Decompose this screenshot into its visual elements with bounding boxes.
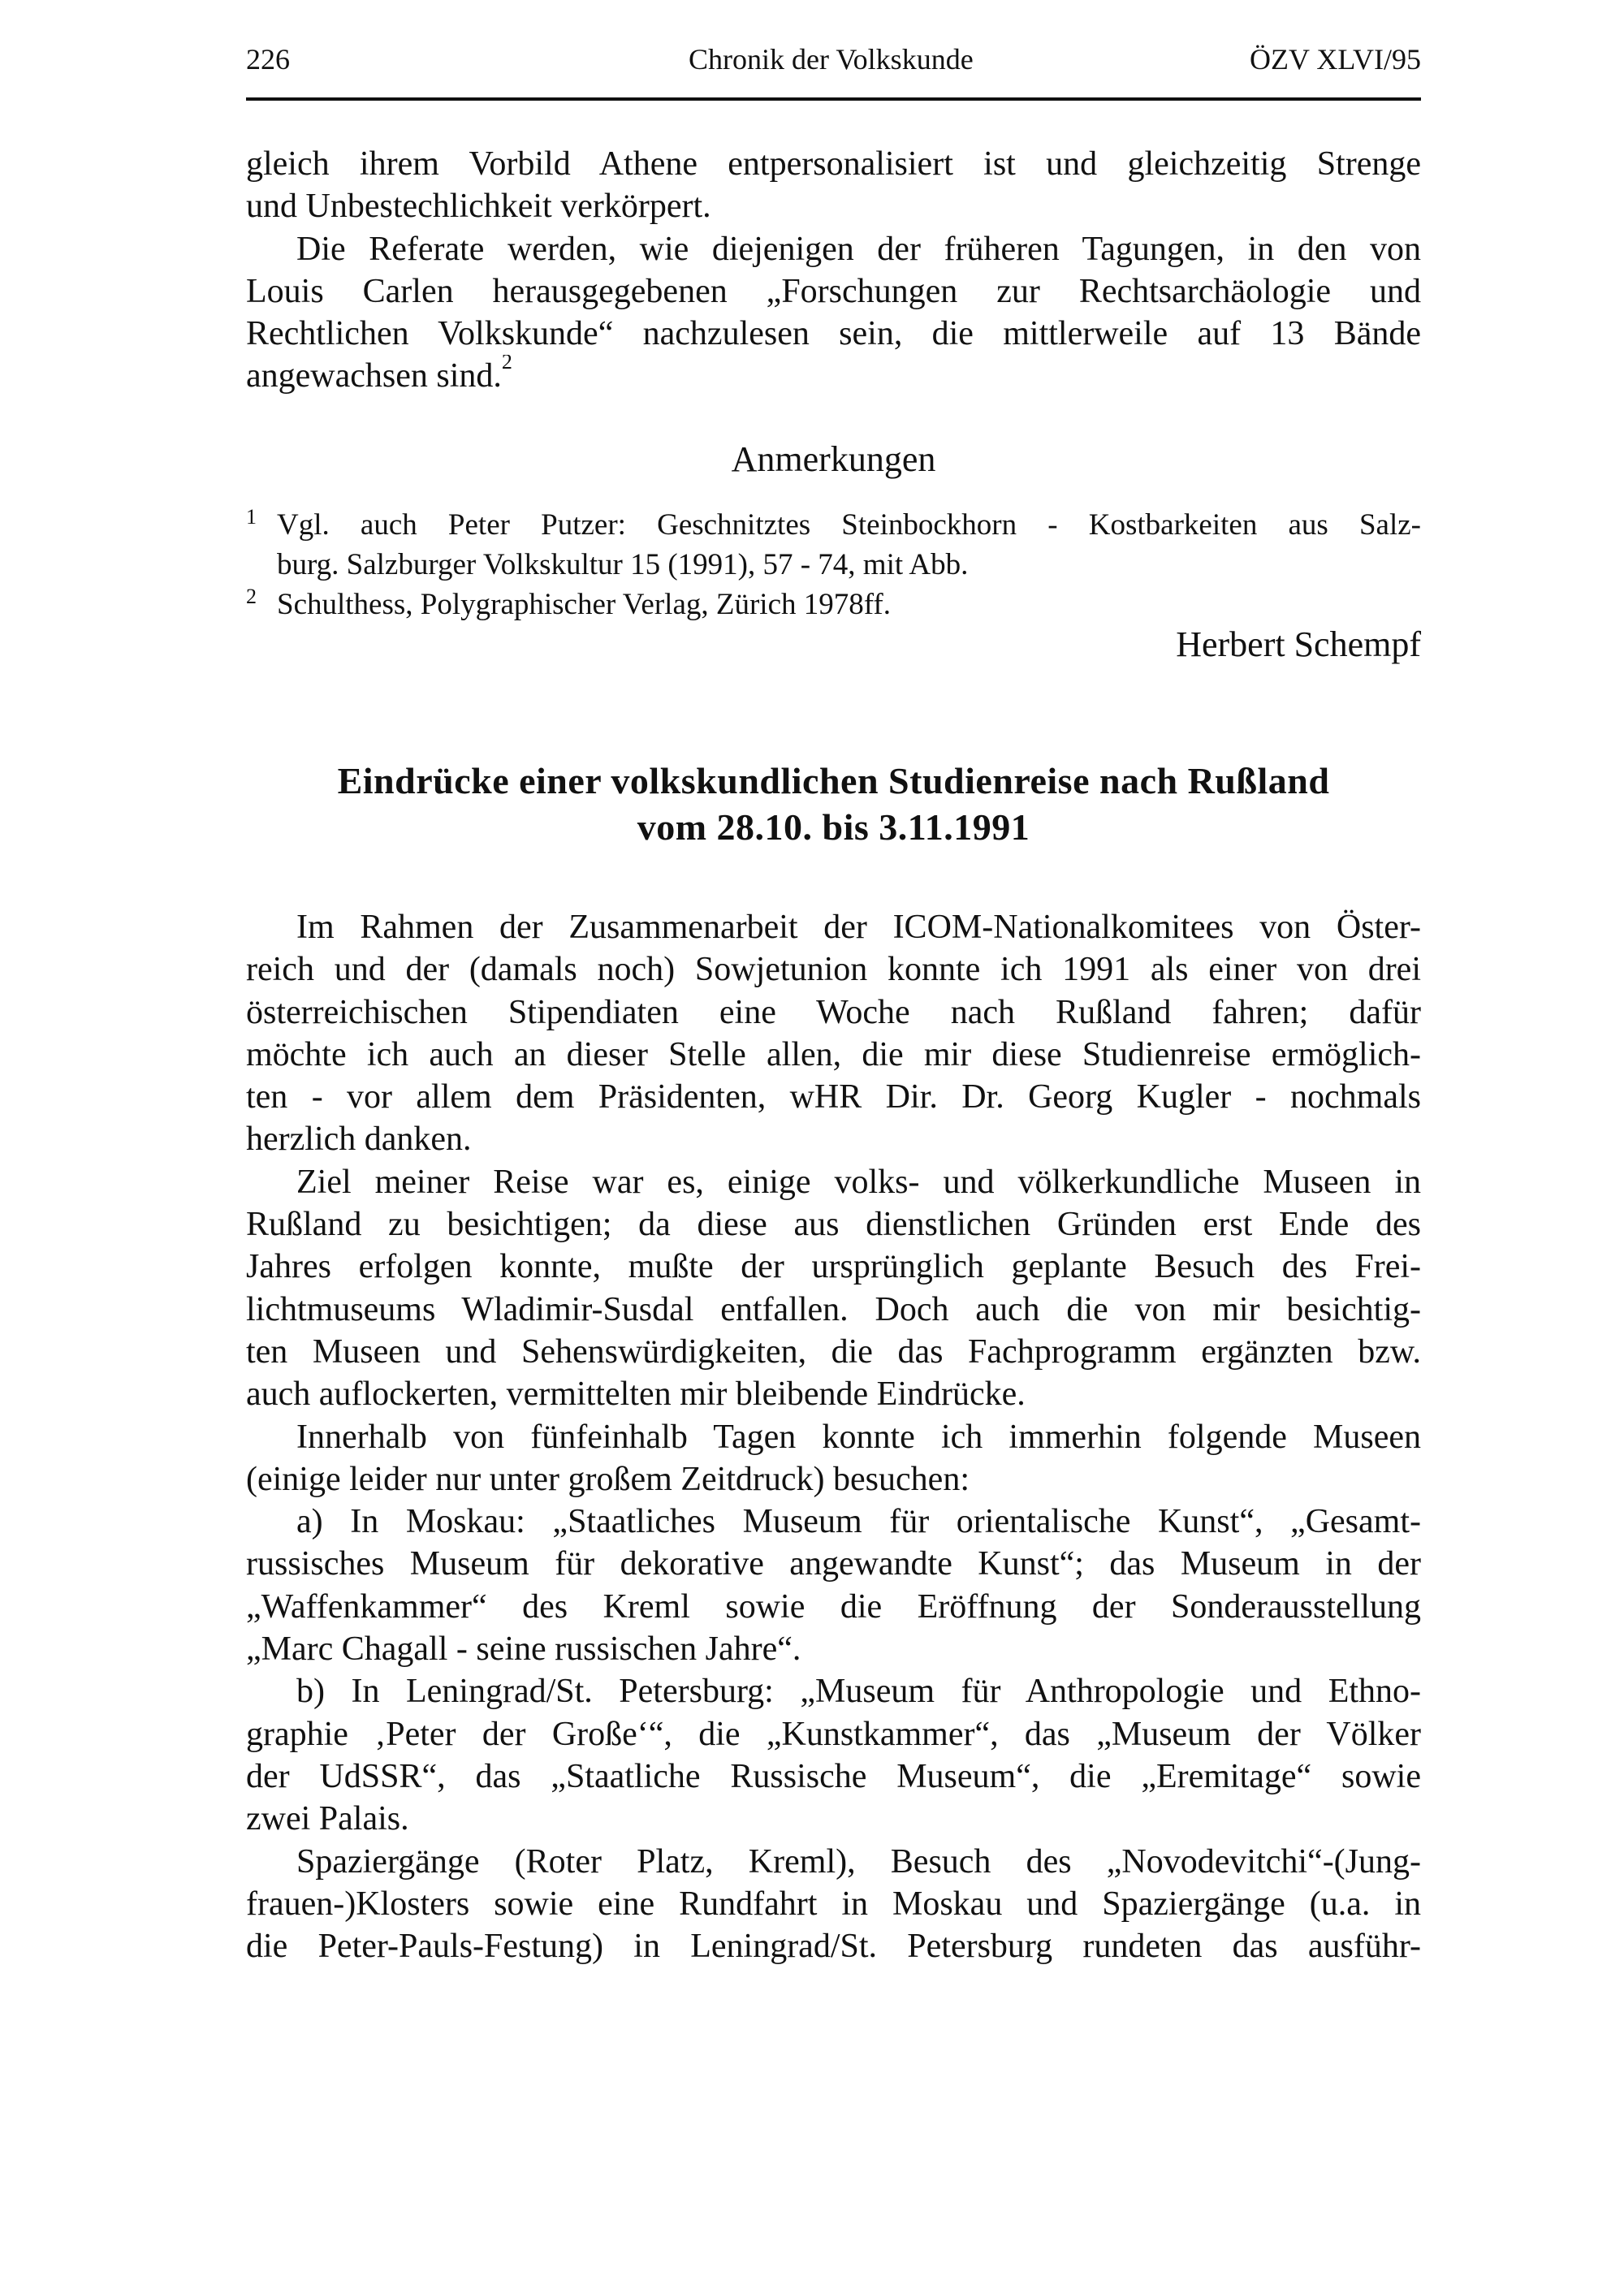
header-rule xyxy=(246,97,1421,101)
title-line: vom 28.10. bis 3.11.1991 xyxy=(637,806,1030,848)
text-line: (einige leider nur unter großem Zeitdruck) besuchen: xyxy=(246,1460,970,1498)
text-line: Im Rahmen der Zusammenarbeit der ICOM-Nationalkomitees von Öster- xyxy=(296,909,1421,946)
text-line: „Marc Chagall - seine russischen Jahre“. xyxy=(246,1630,801,1669)
text-line xyxy=(246,355,1421,397)
text-line: Die Referate werden, wie diejenigen der früheren Tagungen, in den von xyxy=(296,230,1421,268)
running-header xyxy=(246,42,1421,83)
text-line: Louis Carlen herausgegebenen „Forschungen zur Rechtsarchäologie und xyxy=(246,272,1421,310)
article-body xyxy=(246,906,1421,1967)
text-line: der UdSSR“, das „Staatliche Russische Museum“, die „Eremitage“ sowie xyxy=(246,1757,1421,1795)
text-span: Schulthess, Polygraphischer Verlag, Zürich 1978ff. xyxy=(277,588,891,621)
footnote-line: burg. Salzburger Volkskultur 15 (1991), 57 - 74, mit Abb. xyxy=(277,548,969,581)
title-line: Eindrücke einer volkskundlichen Studienreise nach Rußland xyxy=(337,760,1330,801)
notes-heading: Anmerkungen xyxy=(731,439,936,479)
footnotes xyxy=(246,505,1421,624)
footnote-mark: 1 xyxy=(246,505,257,529)
text-line: frauen-)Klosters sowie eine Rundfahrt in Moskau und Spaziergänge (u.a. in xyxy=(246,1885,1421,1923)
article-title xyxy=(246,758,1421,850)
text-line: a) In Moskau: „Staatliches Museum für orientalische Kunst“, „Gesamt- xyxy=(296,1503,1421,1541)
text-line: lichtmuseums Wladimir-Susdal entfallen. Doch auch die von mir besichtig- xyxy=(246,1290,1421,1328)
text-line: Ziel meiner Reise war es, einige volks- und völkerkundliche Museen in xyxy=(296,1163,1421,1201)
text-line: Jahres erfolgen konnte, mußte der ursprünglich geplante Besuch des Frei- xyxy=(246,1248,1421,1286)
text-span: Vgl. auch Peter Putzer: Geschnitztes Steinbockhorn - Kostbarkeiten aus Salz- xyxy=(277,508,1421,542)
text-line: möchte ich auch an dieser Stelle allen, die mir diese Studienreise ermöglich- xyxy=(246,1035,1421,1073)
author: Herbert Schempf xyxy=(1176,624,1421,664)
text-line: zwei Palais. xyxy=(246,1800,409,1838)
text-line: und Unbestechlichkeit verkörpert. xyxy=(246,188,711,226)
footnote-ref: 2 xyxy=(501,355,512,374)
footnote-mark: 2 xyxy=(246,585,257,608)
text-line: die Peter-Pauls-Festung) in Leningrad/St. Petersburg rundeten das ausführ- xyxy=(246,1928,1421,1966)
text-line: Spaziergänge (Roter Platz, Kreml), Besuch des „Novodevitchi“-(Jung- xyxy=(296,1842,1421,1881)
text-line: Innerhalb von fünfeinhalb Tagen konnte ich immerhin folgende Museen xyxy=(296,1418,1421,1456)
text-line: auch auflockerten, vermittelten mir bleibende Eindrücke. xyxy=(246,1375,1026,1414)
text-line: ten - vor allem dem Präsidenten, wHR Dir. Dr. Georg Kugler - nochmals xyxy=(246,1078,1421,1116)
text-line: russisches Museum für dekorative angewandte Kunst“; das Museum in der xyxy=(246,1545,1421,1583)
text-line: b) In Leningrad/St. Petersburg: „Museum für Anthropologie und Ethno- xyxy=(296,1673,1421,1711)
footnote-line xyxy=(246,585,1421,624)
text-line: „Waffenkammer“ des Kreml sowie die Eröffnung der Sonderausstellung xyxy=(246,1587,1421,1626)
section-title: Chronik der Volkskunde xyxy=(689,43,974,76)
text-line: gleich ihrem Vorbild Athene entpersonalisiert ist und gleichzeitig Strenge xyxy=(246,145,1421,183)
text-line: reich und der (damals noch) Sowjetunion konnte ich 1991 als einer von drei xyxy=(246,951,1421,989)
previous-article-text xyxy=(246,143,1421,398)
text-line: graphie ‚Peter der Große‘“, die „Kunstkammer“, das „Museum der Völker xyxy=(246,1715,1421,1753)
text-line: Rußland zu besichtigen; da diese aus dienstlichen Gründen erst Ende des xyxy=(246,1206,1421,1244)
text-line: österreichischen Stipendiaten eine Woche nach Rußland fahren; dafür xyxy=(246,993,1421,1031)
text-line: Rechtlichen Volkskunde“ nachzulesen sein, die mittlerweile auf 13 Bände xyxy=(246,315,1421,353)
footnote-line xyxy=(246,505,1421,545)
page-number: 226 xyxy=(246,43,290,76)
text-line: ten Museen und Sehenswürdigkeiten, die das Fachprogramm ergänzten bzw. xyxy=(246,1332,1421,1371)
text-span: angewachsen sind. xyxy=(246,357,502,395)
text-line: herzlich danken. xyxy=(246,1121,472,1159)
journal-issue: ÖZV XLVI/95 xyxy=(1249,43,1421,76)
